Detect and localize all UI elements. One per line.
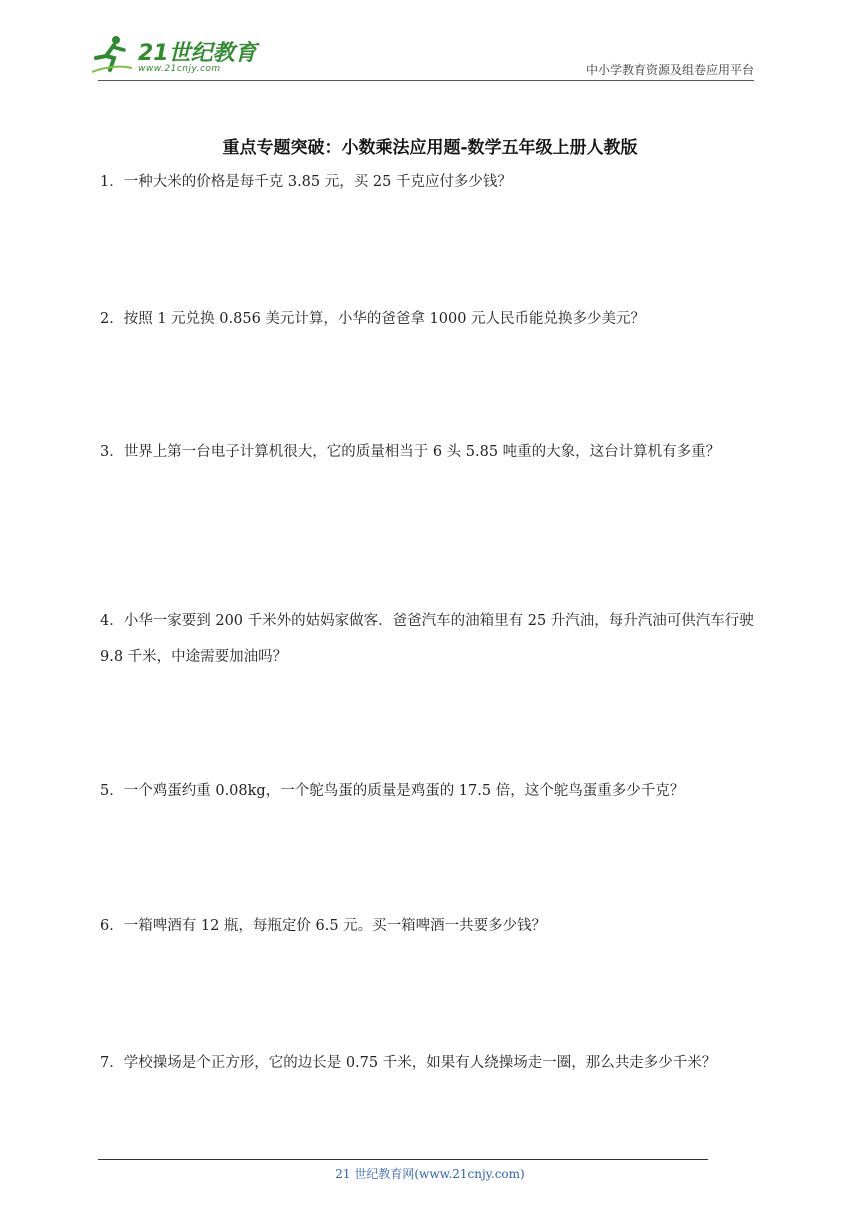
question-text: 学校操场是个正方形，它的边长是 0.75 千米，如果有人绕操场走一圈，那么共走多少千米？ [123, 1055, 717, 1071]
question-text: 一个鸡蛋约重 0.08kg，一个鸵鸟蛋的质量是鸡蛋的 17.5 倍，这个鸵鸟蛋重多少千克？ [123, 783, 685, 799]
question-number: 3． [100, 444, 124, 460]
question-7 [100, 1045, 768, 1081]
question-number: 1． [100, 174, 124, 190]
site-logo[interactable] [92, 30, 262, 78]
page-header [0, 0, 860, 90]
question-number: 5． [100, 783, 124, 799]
question-3 [100, 434, 768, 470]
question-number: 4． [100, 613, 124, 629]
logo-brand-text: 21世纪教育 [138, 41, 257, 66]
page-title: 重点专题突破：小数乘法应用题-数学五年级上册人教版 [222, 138, 638, 158]
footer-link[interactable]: 21 世纪教育网(www.21cnjy.com) [335, 1167, 525, 1181]
header-divider [98, 80, 754, 81]
question-text: 一种大米的价格是每千克 3.85 元，买 25 千克应付多少钱？ [123, 174, 512, 190]
question-text: 世界上第一台电子计算机很大，它的质量相当于 6 头 5.85 吨重的大象，这台计算机有多重？ [123, 444, 721, 460]
question-text: 按照 1 元兑换 0.856 美元计算，小华的爸爸拿 1000 元人民币能兑换多少美元？ [123, 311, 646, 327]
question-number: 7． [100, 1055, 124, 1071]
question-6 [100, 908, 768, 944]
question-text: 小华一家要到 200 千米外的姑妈家做客．爸爸汽车的油箱里有 25 升汽油，每升汽油可供汽车行驶 9.8 千米，中途需要加油吗？ [100, 613, 754, 665]
question-number: 6． [100, 918, 124, 934]
question-4 [100, 603, 768, 675]
footer-divider [98, 1159, 708, 1160]
question-5 [100, 773, 768, 809]
question-number: 2． [100, 311, 124, 327]
header-tagline: 中小学教育资源及组卷应用平台 [585, 63, 754, 77]
question-text: 一箱啤酒有 12 瓶，每瓶定价 6.5 元。买一箱啤酒一共要多少钱？ [123, 918, 547, 934]
logo-url-text: www.21cnjy.com [138, 64, 221, 74]
question-1 [100, 164, 768, 200]
question-2 [100, 301, 768, 337]
running-person-logo-icon [92, 34, 132, 74]
